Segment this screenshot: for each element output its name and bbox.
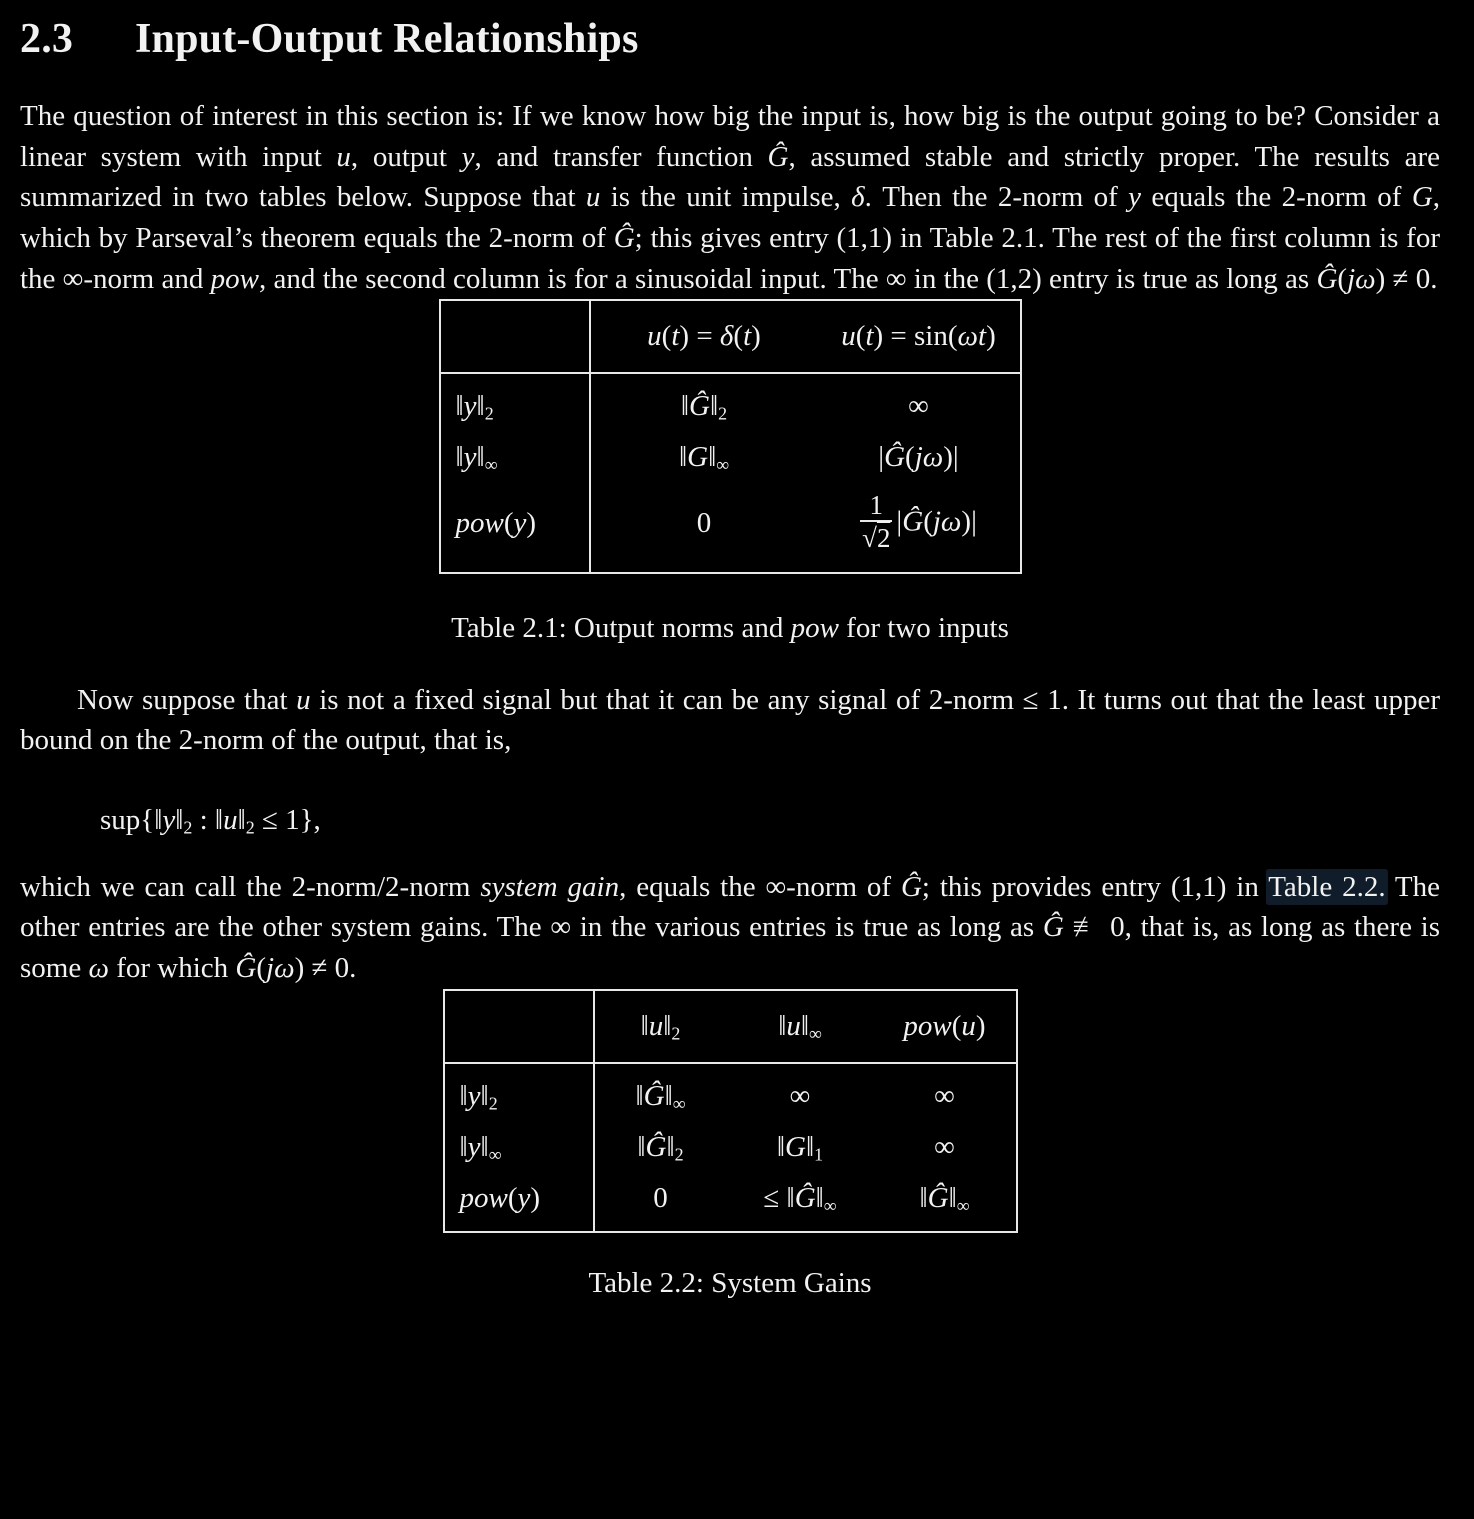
table-cell: ∞ <box>934 1130 955 1163</box>
row-label: $‖y‖_\infty$ <box>444 1122 594 1173</box>
fraction <box>860 490 892 553</box>
table-row <box>440 432 1021 483</box>
row-label: $‖y‖_2$ <box>440 373 590 432</box>
table-row <box>444 1063 1017 1122</box>
section-number: 2.3 <box>20 16 74 62</box>
column-header: u(t) = sin(ωt) <box>818 300 1021 373</box>
table-cell: ≤ $‖Ĝ‖_\infty$ <box>763 1181 837 1216</box>
row-label: $‖y‖_2$ <box>444 1063 594 1122</box>
fraction-rest: |Ĝ(jω)| <box>896 505 977 538</box>
table-2-2-caption: Table 2.2: System Gains <box>588 1266 872 1299</box>
corner-cell <box>444 990 594 1063</box>
column-header: u(t) = δ(t) <box>590 300 818 373</box>
row-label: $‖y‖_\infty$ <box>440 432 590 483</box>
section-heading <box>20 15 1440 63</box>
table-row <box>440 483 1021 572</box>
section-title: Input-Output Relationships <box>135 16 639 62</box>
table-row <box>444 1122 1017 1173</box>
table-cell: $‖Ĝ‖_\infty$ <box>919 1181 970 1216</box>
paragraph-now-suppose: Now suppose that u is not a fixed signal but that it can be any signal of 2-norm ≤ 1. It turns out that the least upper bound on the 2-norm of the output, that is, <box>20 683 1440 757</box>
fraction-denominator: √2 <box>860 520 892 553</box>
display-equation: $sup\{‖y‖_2$ : $‖u‖_2 \le 1$}, <box>100 803 321 838</box>
table-cell: $‖Ĝ‖_\infty$ <box>635 1079 686 1114</box>
table-cell: $‖G‖_\infty$ <box>678 441 730 475</box>
table-2-2 <box>443 989 1018 1233</box>
table-cell <box>818 483 1021 572</box>
table-cell: ∞ <box>934 1079 955 1112</box>
corner-cell <box>440 300 590 373</box>
table-row <box>444 1173 1017 1232</box>
table-cell: ∞ <box>908 390 929 423</box>
row-label: pow(y) <box>440 483 590 572</box>
table-2-1 <box>439 299 1022 573</box>
table-cell: 0 <box>696 507 712 540</box>
table-cell: $‖G‖_1$ <box>776 1130 824 1165</box>
table-cell: $‖Ĝ‖_2$ <box>637 1130 684 1165</box>
table-cell: |Ĝ(jω)| <box>878 441 959 474</box>
column-header: $‖u‖_\infty$ <box>727 990 874 1063</box>
table-row <box>440 373 1021 432</box>
table-2-1-caption: Table 2.1: Output norms and pow for two inputs <box>451 611 1009 644</box>
fraction-numerator: 1 <box>869 490 884 521</box>
row-label: pow(y) <box>444 1173 594 1232</box>
table-2-2-link[interactable]: Table 2.2. <box>1268 870 1386 903</box>
paragraph-intro: The question of interest in this section is: If we know how big the input is, how big is the output going to be? Consider a linear system with input u, output y, and transfer function Ĝ, assumed stable and strictly proper. The results are summarized in two tables below. Suppose that u is the unit impulse, δ. Then the 2-norm of y equals the 2-norm of G, which by Parseval’s theorem equals the 2-norm of Ĝ; this gives entry (1,1) in Table 2.1. The rest of the first column is for the ∞-norm and pow, and the second column is for a sinusoidal input. The ∞ in the (1,2) entry is true as long as Ĝ(jω) ≠ 0. <box>20 100 1441 295</box>
table-cell: $‖Ĝ‖_2$ <box>680 390 728 424</box>
table-row <box>440 300 1021 373</box>
table-cell: ∞ <box>789 1079 811 1112</box>
column-header: $‖u‖_2$ <box>594 990 727 1063</box>
paragraph-system-gain: which we can call the 2-norm/2-norm system gain, equals the ∞-norm of Ĝ; this provides entry (1,1) in Table 2.2. The other entries are the other system gains. The ∞ in the various entries is true as long as Ĝ ≢ 0, that is, as long as there is some ω for which Ĝ(jω) ≠ 0. <box>20 870 1441 985</box>
column-header: pow(u) <box>874 990 1017 1063</box>
table-row <box>444 990 1017 1063</box>
table-cell: 0 <box>653 1181 668 1214</box>
